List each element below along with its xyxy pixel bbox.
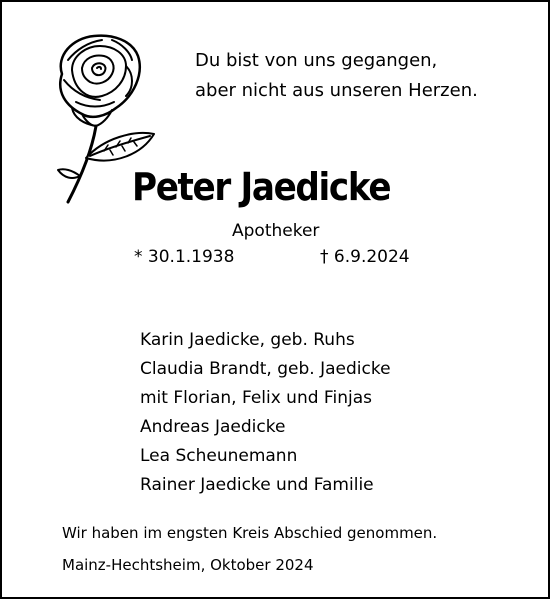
place-and-date: Mainz-Hechtsheim, Oktober 2024 [62, 556, 314, 574]
mourner-line: Rainer Jaedicke und Familie [140, 475, 374, 495]
birth-date: * 30.1.1938 [134, 247, 235, 267]
quote [195, 46, 478, 106]
quote-line: Du bist von uns gegangen, [195, 50, 438, 71]
mourners-list [140, 326, 391, 500]
mourner-line: Claudia Brandt, geb. Jaedicke [140, 359, 391, 379]
closing-text: Wir haben im engsten Kreis Abschied genommen. [62, 524, 438, 542]
deceased-name: Peter Jaedicke [132, 165, 391, 209]
quote-line: aber nicht aus unseren Herzen. [195, 80, 478, 101]
deceased-profession: Apotheker [232, 221, 320, 241]
mourner-line: Karin Jaedicke, geb. Ruhs [140, 330, 355, 350]
death-date: † 6.9.2024 [320, 247, 410, 267]
mourner-line: Lea Scheunemann [140, 446, 298, 466]
mourner-line: mit Florian, Felix und Finjas [140, 388, 372, 408]
mourner-line: Andreas Jaedicke [140, 417, 286, 437]
